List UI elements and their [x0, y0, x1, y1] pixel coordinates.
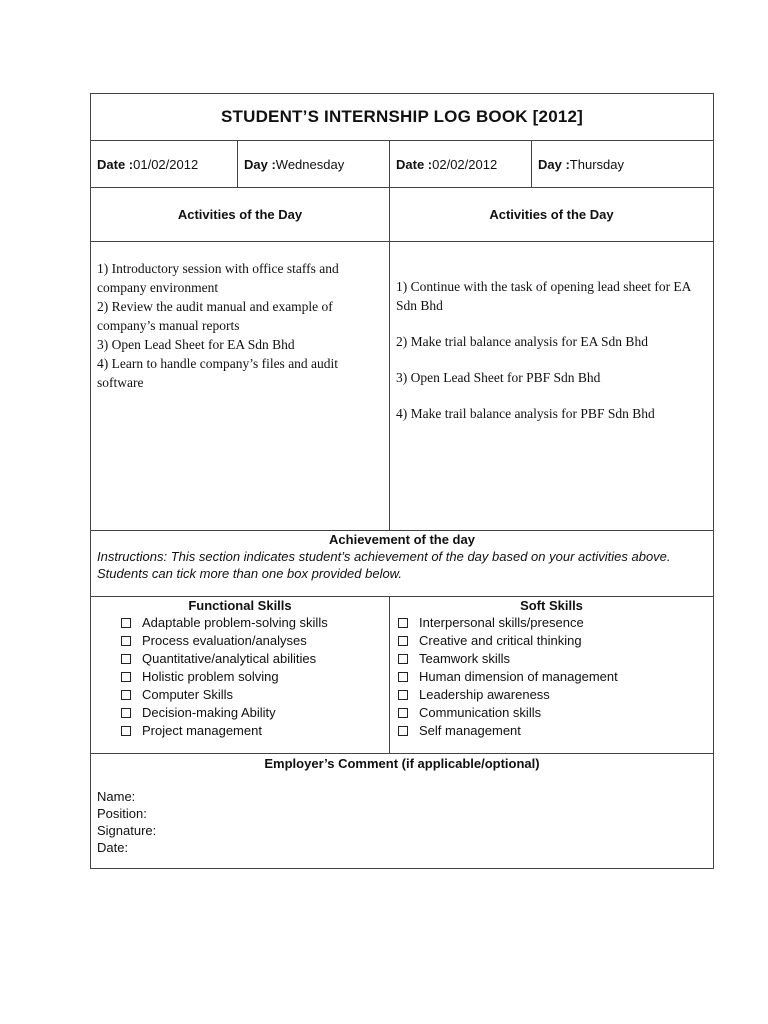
day1-activity: 3) Open Lead Sheet for EA Sdn Bhd [97, 337, 295, 352]
skill-label: Human dimension of management [419, 669, 618, 684]
soft-skills-heading: Soft Skills [520, 598, 583, 613]
skill-label: Communication skills [419, 705, 542, 720]
day1-date-label: Date : [97, 156, 134, 172]
employer-comment-heading: Employer’s Comment (if applicable/optional) [264, 756, 540, 771]
day2-day-cell [532, 141, 714, 188]
checkbox[interactable] [121, 726, 131, 736]
skill-item[interactable] [121, 704, 389, 722]
day2-date-cell [390, 141, 532, 188]
checkbox[interactable] [398, 654, 408, 664]
day2-activity: 2) Make trial balance analysis for EA Sdn Bhd [396, 334, 648, 349]
skill-label: Adaptable problem-solving skills [142, 615, 328, 630]
skill-label: Quantitative/analytical abilities [142, 651, 317, 666]
day2-activities-cell [390, 242, 714, 531]
skill-item[interactable] [121, 668, 389, 686]
skill-label: Holistic problem solving [142, 669, 279, 684]
skill-item[interactable] [121, 650, 389, 668]
day2-day-label: Day : [538, 156, 570, 172]
skill-label: Leadership awareness [419, 687, 550, 702]
skill-label: Decision-making Ability [142, 705, 276, 720]
skill-item[interactable] [398, 686, 713, 704]
day2-activities-heading: Activities of the Day [390, 188, 714, 242]
checkbox[interactable] [398, 690, 408, 700]
day1-activity: 2) Review the audit manual and example of company’s manual reports [97, 299, 333, 333]
log-book-table [90, 93, 714, 869]
skill-item[interactable] [121, 686, 389, 704]
day1-day-label: Day : [244, 156, 276, 172]
achievement-heading: Achievement of the day [329, 532, 475, 547]
day2-date-label: Date : [396, 156, 433, 172]
employer-date-field: Date: [97, 840, 129, 855]
checkbox[interactable] [398, 672, 408, 682]
skill-item[interactable] [398, 668, 713, 686]
skill-label: Self management [419, 723, 521, 738]
functional-skills-heading: Functional Skills [188, 598, 292, 613]
day1-day: Wednesday [275, 156, 345, 172]
checkbox[interactable] [121, 618, 131, 628]
day1-date: 01/02/2012 [133, 156, 199, 172]
day1-activity: 1) Introductory session with office staffs and company environment [97, 261, 339, 295]
achievement-instructions: Instructions: This section indicates student’s achievement of the day based on your activities above. Students can tick more than one box provided below. [97, 549, 671, 581]
checkbox[interactable] [121, 636, 131, 646]
skill-label: Process evaluation/analyses [142, 633, 307, 648]
day2-day: Thursday [569, 156, 624, 172]
skill-label: Interpersonal skills/presence [419, 615, 584, 630]
day1-activities-heading: Activities of the Day [91, 188, 390, 242]
checkbox[interactable] [398, 636, 408, 646]
day1-activities-list [97, 259, 383, 392]
checkbox[interactable] [121, 708, 131, 718]
skill-item[interactable] [398, 614, 713, 632]
skill-item[interactable] [398, 650, 713, 668]
checkbox[interactable] [398, 708, 408, 718]
soft-skills-section [390, 597, 714, 754]
day1-day-cell [238, 141, 390, 188]
day2-activity: 1) Continue with the task of opening lead sheet for EA Sdn Bhd [396, 279, 691, 313]
day1-date-cell [91, 141, 238, 188]
checkbox[interactable] [121, 690, 131, 700]
functional-skills-list [91, 614, 389, 740]
checkbox[interactable] [121, 672, 131, 682]
employer-signature-field: Signature: [97, 823, 157, 838]
achievement-section [91, 531, 714, 597]
skill-label: Project management [142, 723, 262, 738]
day2-activity: 4) Make trail balance analysis for PBF Sdn Bhd [396, 406, 655, 421]
employer-name-field: Name: [97, 789, 136, 804]
day2-date: 02/02/2012 [432, 156, 498, 172]
skill-label: Creative and critical thinking [419, 633, 582, 648]
checkbox[interactable] [121, 654, 131, 664]
checkbox[interactable] [398, 618, 408, 628]
employer-fields [97, 788, 707, 856]
day2-activities-list [396, 277, 707, 423]
day2-activity: 3) Open Lead Sheet for PBF Sdn Bhd [396, 370, 601, 385]
skill-item[interactable] [121, 632, 389, 650]
day1-activities-cell [91, 242, 390, 531]
employer-comment-section [91, 754, 714, 869]
skill-item[interactable] [398, 632, 713, 650]
soft-skills-list [390, 614, 713, 740]
functional-skills-section [91, 597, 390, 754]
skill-item[interactable] [121, 614, 389, 632]
page-title: STUDENT’S INTERNSHIP LOG BOOK [2012] [91, 94, 714, 141]
checkbox[interactable] [398, 726, 408, 736]
skill-item[interactable] [398, 704, 713, 722]
skill-label: Teamwork skills [419, 651, 511, 666]
employer-position-field: Position: [97, 806, 147, 821]
skill-item[interactable] [398, 722, 713, 740]
day1-activity: 4) Learn to handle company’s files and audit software [97, 356, 339, 390]
skill-label: Computer Skills [142, 687, 234, 702]
skill-item[interactable] [121, 722, 389, 740]
